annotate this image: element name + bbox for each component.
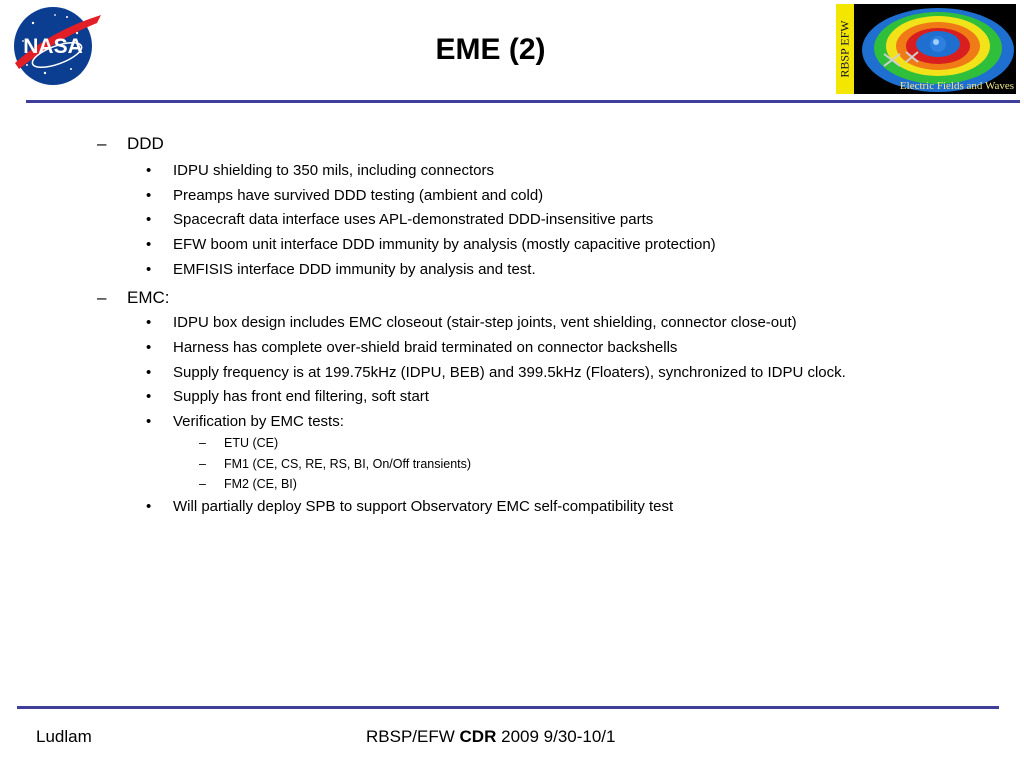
footer-center [366, 727, 616, 747]
footer-presenter: Ludlam [36, 727, 92, 746]
list-item [146, 498, 674, 515]
list-item-text: Will partially deploy SPB to support Observatory EMC self-compatibility test [173, 498, 674, 515]
nasa-logo-text: NASA [23, 35, 83, 58]
sub-list-item [199, 457, 472, 471]
dash-marker: – [97, 134, 107, 153]
list-item [146, 187, 544, 204]
section-ddd [97, 134, 164, 154]
list-item [146, 388, 429, 405]
sub-list-item [199, 477, 297, 491]
bullet-marker: • [146, 162, 152, 179]
footer-divider [17, 706, 999, 709]
efw-logo-side [836, 4, 854, 94]
efw-logo-caption: Electric Fields and Waves [899, 80, 1014, 92]
section-label: DDD [127, 134, 164, 153]
list-item [146, 339, 678, 356]
list-item-text: IDPU shielding to 350 mils, including connectors [173, 162, 494, 179]
sub-list-item-text: ETU (CE) [224, 436, 279, 450]
list-item-text: Supply has front end filtering, soft start [173, 388, 429, 405]
dash-marker: – [199, 436, 206, 450]
footer-dates: 2009 9/30-10/1 [501, 727, 616, 746]
list-item [146, 413, 344, 430]
efw-logo-side-text: RBSP EFW [837, 20, 852, 78]
list-item [146, 364, 846, 381]
bullet-marker: • [146, 236, 152, 253]
bullet-marker: • [146, 261, 152, 278]
bullet-marker: • [146, 413, 152, 430]
list-item [146, 162, 494, 179]
bullet-marker: • [146, 187, 152, 204]
list-item-text: EMFISIS interface DDD immunity by analysis and test. [173, 261, 536, 278]
list-item-text: IDPU box design includes EMC closeout (stair-step joints, vent shielding, connector close-out) [173, 314, 797, 331]
bullet-marker: • [146, 314, 152, 331]
sub-list-item [199, 436, 279, 450]
dash-marker: – [199, 477, 206, 491]
list-item-text: Verification by EMC tests: [173, 413, 344, 430]
bullet-marker: • [146, 498, 152, 515]
bullet-marker: • [146, 388, 152, 405]
list-item-text: Harness has complete over-shield braid terminated on connector backshells [173, 339, 678, 356]
dash-marker: – [97, 288, 107, 307]
list-item-text: Supply frequency is at 199.75kHz (IDPU, BEB) and 399.5kHz (Floaters), synchronized to IDPU clock. [173, 364, 846, 381]
list-item [146, 211, 654, 228]
section-emc [97, 288, 170, 308]
list-item-text: Preamps have survived DDD testing (ambient and cold) [173, 187, 544, 204]
rbsp-efw-logo [836, 4, 1016, 94]
header-divider [26, 100, 1020, 103]
list-item [146, 236, 716, 253]
dash-marker: – [199, 457, 206, 471]
bullet-marker: • [146, 364, 152, 381]
bullet-marker: • [146, 339, 152, 356]
list-item-text: EFW boom unit interface DDD immunity by analysis (mostly capacitive protection) [173, 236, 716, 253]
list-item [146, 314, 797, 331]
bullet-marker: • [146, 211, 152, 228]
section-label: EMC: [127, 288, 170, 307]
footer-project: RBSP/EFW [366, 727, 455, 746]
sub-list-item-text: FM2 (CE, BI) [224, 477, 297, 491]
list-item [146, 261, 536, 278]
list-item-text: Spacecraft data interface uses APL-demonstrated DDD-insensitive parts [173, 211, 654, 228]
sub-list-item-text: FM1 (CE, CS, RE, RS, BI, On/Off transients) [224, 457, 472, 471]
footer-review: CDR [459, 727, 497, 746]
slide-title: EME (2) [435, 33, 546, 66]
